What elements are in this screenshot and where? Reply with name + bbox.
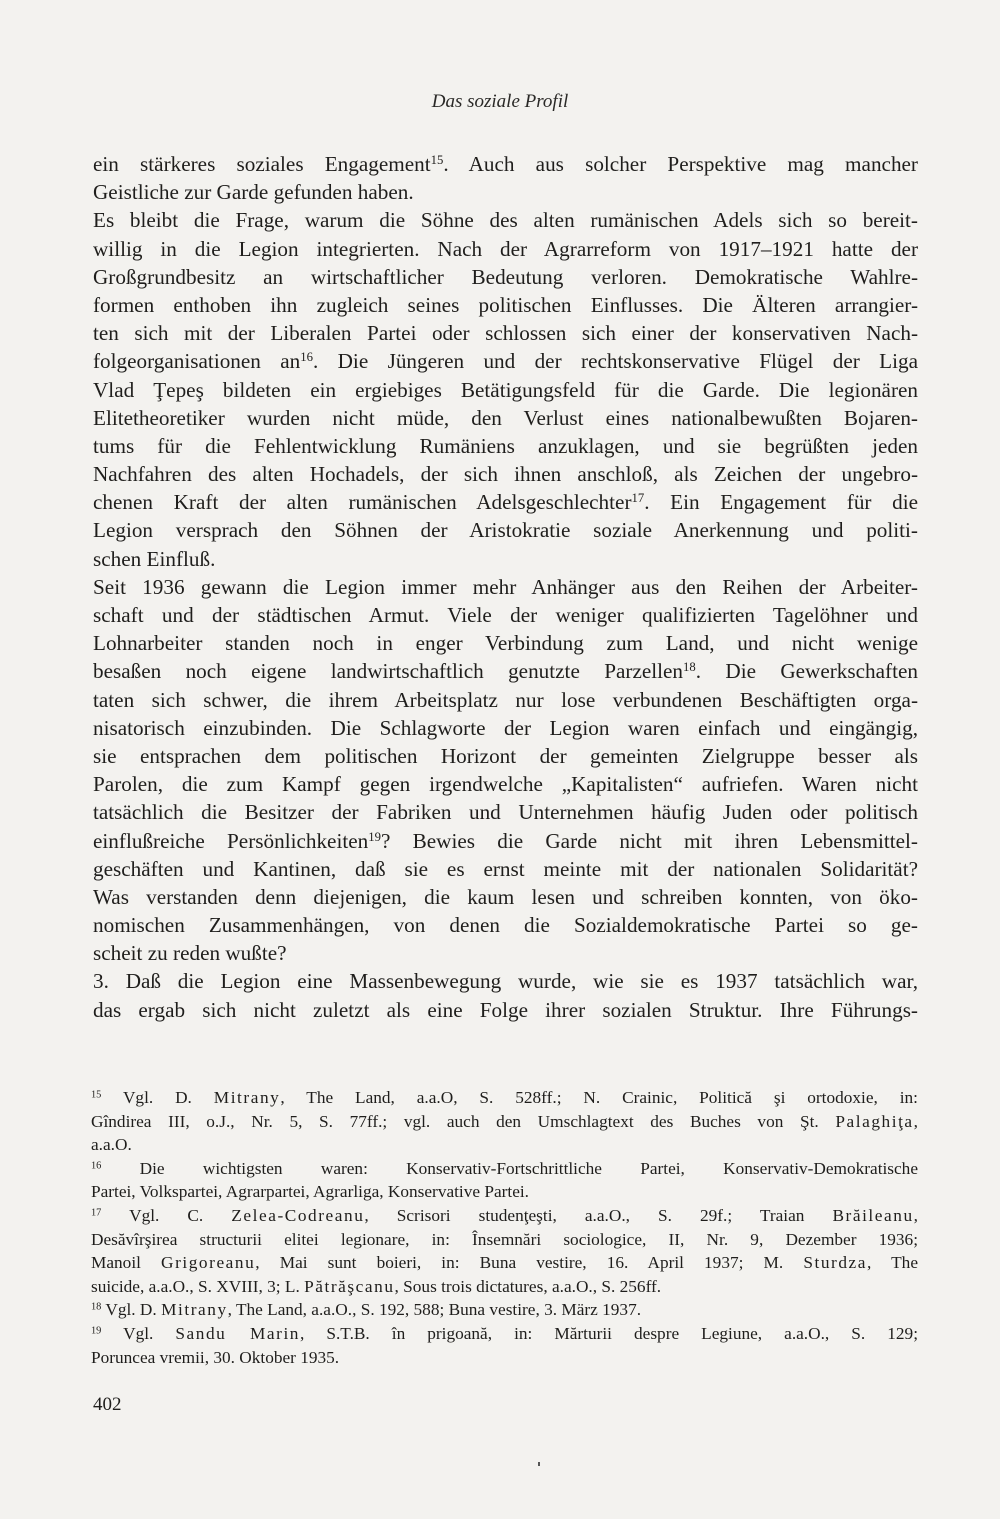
footnote-line: Partei, Volkspartei, Agrarpartei, Agrarliga, Konservative Partei. — [91, 1182, 529, 1202]
footnote-17 — [91, 1204, 918, 1228]
body-line-text: besaßen noch eigene landwirtschaftlich genutzte Parzellen — [93, 659, 684, 684]
footnote-text: suicide, a.a.O., S. XVIII, 3; L. — [91, 1276, 305, 1296]
footnote-text: Vgl. — [101, 1323, 176, 1343]
body-line-text: einflußreiche Persönlichkeiten — [93, 828, 369, 853]
body-line: tatsächlich die Besitzer der Fabriken und Unternehmen häufig Juden oder politisch — [93, 800, 918, 825]
body-line-text: . Ein Engagement für die — [644, 490, 918, 515]
footnote-text: Gîndirea III, o.J., Nr. 5, S. 77ff.; vgl. auch den Umschlagtext des Buches von Şt. — [91, 1111, 836, 1131]
footnote-ref: 15 — [430, 153, 444, 168]
footnote-text: , S.T.B. în prigoană, in: Mărturii despre Legiune, a.a.O., S. 129; — [300, 1323, 918, 1343]
body-line-text: ? Bewies die Garde nicht mit ihren Lebensmittel- — [380, 828, 918, 853]
author-name: Palaghiţa — [835, 1111, 914, 1131]
footnote-text: Vgl. C. — [101, 1205, 232, 1225]
author-name: Grigoreanu — [161, 1253, 256, 1273]
body-line: geschäften und Kantinen, daß sie es ernst meinte mit der nationalen Solidarität? — [93, 856, 918, 881]
footnote-19 — [91, 1322, 918, 1346]
footnote-text: , Mai sunt boieri, in: Buna vestire, 16. April 1937; M. — [255, 1253, 804, 1273]
body-line: Großgrundbesitz an wirtschaftlicher Bedeutung verloren. Demokratische Wahlre- — [93, 264, 918, 289]
footnote-number: 16 — [91, 1160, 102, 1172]
footnote-ref: 18 — [683, 660, 696, 675]
footnote-line — [91, 1110, 918, 1134]
author-name: Sturdza — [803, 1253, 868, 1273]
body-line: Lohnarbeiter standen noch in enger Verbindung zum Land, und nicht wenige — [93, 631, 918, 656]
footnote-18 — [91, 1298, 918, 1322]
author-name: Mitrany — [161, 1300, 228, 1320]
footnote-text: Die wichtigsten waren: Konservativ-Fortschrittliche Partei, Konservativ-Demokratische — [101, 1158, 918, 1178]
body-line — [93, 150, 918, 178]
footnotes — [91, 1086, 918, 1369]
body-line: Nachfahren des alten Hochadels, der sich ihnen anschloß, als Zeichen der ungebro- — [93, 462, 918, 487]
body-line: schaft und der städtischen Armut. Viele der weniger qualifizierten Tagelöhner und — [93, 603, 918, 627]
footnote-number: 15 — [91, 1089, 102, 1101]
body-line: scheit zu reden wußte? — [93, 941, 287, 966]
footnote-text: , Sous trois dictatures, a.a.O., S. 256ff. — [394, 1276, 662, 1296]
body-line-text: . Auch aus solcher Perspektive mag mancher — [443, 152, 918, 176]
footnote-number: 17 — [91, 1207, 102, 1219]
footnote-16 — [91, 1157, 918, 1181]
body-line: sie entsprachen dem politischen Horizont der gemeinten Zielgruppe besser als — [93, 743, 918, 768]
body-line: Es bleibt die Frage, warum die Söhne des alten rumänischen Adels sich so bereit- — [93, 208, 918, 233]
body-text — [93, 150, 918, 1024]
body-line: 3. Daß die Legion eine Massenbewegung wurde, wie sie es 1937 tatsächlich war, — [93, 969, 918, 994]
body-line-text: ein stärkeres soziales Engagement — [93, 152, 431, 176]
body-line: formen enthoben ihn zugleich seines politischen Einflusses. Die Älteren arrangier- — [93, 292, 918, 317]
footnote-text: Vgl. D. — [101, 1300, 162, 1320]
body-line: ten sich mit der Liberalen Partei oder schlossen sich einer der konservativen Nach- — [93, 321, 918, 346]
body-line — [93, 827, 918, 855]
author-name: Pătrăşcanu — [304, 1276, 395, 1296]
footnote-text: , — [913, 1205, 918, 1225]
body-line: taten sich schwer, die ihrem Arbeitsplatz nur lose verbundenen Beschäftigten orga- — [93, 687, 918, 712]
footnote-line — [91, 1275, 918, 1299]
footnote-text: , Scrisori studenţeşti, a.a.O., S. 29f.; Traian — [364, 1205, 833, 1225]
footnote-text: , The Land, a.a.O., S. 192, 588; Buna vestire, 3. März 1937. — [227, 1300, 642, 1320]
body-line: Vlad Ţepeş bildeten ein ergiebiges Betätigungsfeld für die Garde. Die legionären — [93, 377, 918, 402]
running-head: Das soziale Profil — [431, 91, 569, 112]
footnote-line: a.a.O. — [91, 1135, 132, 1155]
body-line: Was verstanden denn diejenigen, die kaum lesen und schreiben konnten, von öko- — [93, 884, 918, 909]
footnote-ref: 16 — [300, 350, 313, 365]
footnote-text: Manoil — [91, 1253, 162, 1273]
body-line: Parolen, die zum Kampf gegen irgendwelche „Kapitalisten“ aufriefen. Waren nicht — [93, 772, 918, 797]
paper-speck — [538, 1462, 540, 1466]
footnote-line — [91, 1251, 918, 1275]
body-line-text: folgeorganisationen an — [93, 349, 301, 374]
body-line-text: . Die Jüngeren und der rechtskonservative Flügel der Liga — [312, 349, 918, 374]
footnote-line: Desăvîrşirea structurii elitei legionare, in: Însemnări sociologice, II, Nr. 9, Dezember 1936; — [91, 1229, 918, 1249]
footnote-ref: 17 — [631, 491, 645, 506]
author-name: Sandu Marin — [175, 1323, 300, 1343]
footnote-ref: 19 — [368, 829, 381, 844]
body-line: willig in die Legion integrierten. Nach der Agrarreform von 1917–1921 hatte der — [93, 236, 918, 261]
author-name: Brăileanu — [832, 1205, 914, 1225]
footnote-text: Vgl. D. — [101, 1088, 214, 1107]
footnote-text: , — [913, 1111, 918, 1131]
body-line — [93, 347, 918, 375]
body-line: das ergab sich nicht zuletzt als eine Folge ihrer sozialen Struktur. Ihre Führungs- — [93, 997, 918, 1022]
body-line: nomischen Zusammenhängen, von denen die Sozialdemokratische Partei so ge- — [93, 913, 918, 938]
body-line: nisatorisch einzubinden. Die Schlagworte der Legion waren einfach und eingängig, — [93, 715, 918, 740]
page-number: 402 — [93, 1394, 122, 1415]
footnote-text: , The Land, a.a.O, S. 528ff.; N. Crainic, Politică şi ortodoxie, in: — [280, 1088, 918, 1107]
footnote-number: 19 — [91, 1325, 102, 1337]
body-line: Geistliche zur Garde gefunden haben. — [93, 180, 414, 205]
body-line: Legion versprach den Söhnen der Aristokratie soziale Anerkennung und politi- — [93, 518, 918, 543]
author-name: Zelea-Codreanu — [231, 1205, 365, 1225]
body-line: Elitetheoretiker wurden nicht müde, den Verlust eines nationalbewußten Bojaren- — [93, 405, 918, 430]
footnote-line: Poruncea vremii, 30. Oktober 1935. — [91, 1347, 340, 1367]
footnote-15 — [91, 1086, 918, 1110]
body-line: tums für die Fehlentwicklung Rumäniens anzuklagen, und sie begrüßten jeden — [93, 433, 918, 458]
body-line-text: . Die Gewerkschaften — [695, 659, 918, 684]
body-line — [93, 488, 918, 516]
footnote-text: , The — [867, 1253, 918, 1273]
body-line: Seit 1936 gewann die Legion immer mehr Anhänger aus den Reihen der Arbeiter- — [93, 574, 918, 599]
body-line-text: chenen Kraft der alten rumänischen Adelsgeschlechter — [93, 490, 632, 515]
body-line — [93, 657, 918, 685]
footnote-number: 18 — [91, 1301, 102, 1313]
author-name: Mitrany — [213, 1088, 281, 1107]
body-line: schen Einfluß. — [93, 546, 216, 571]
